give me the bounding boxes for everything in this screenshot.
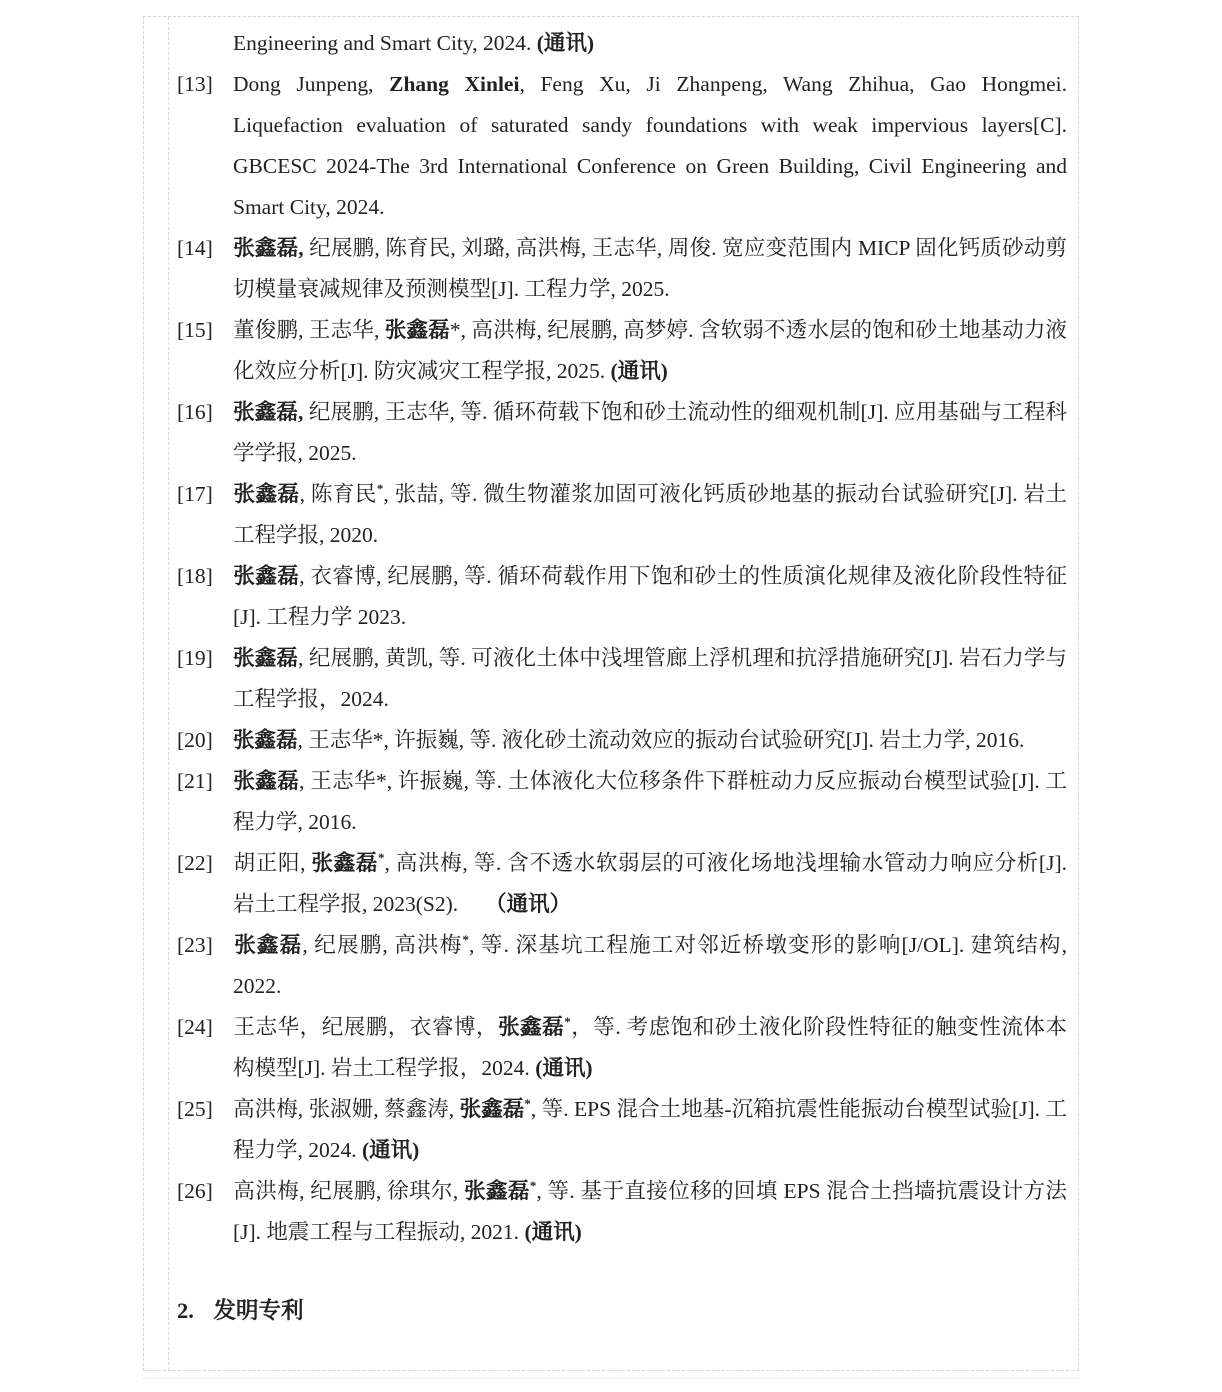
section-number: 2.	[177, 1298, 194, 1323]
page-content	[177, 23, 1067, 1331]
page-bottom-boundary	[143, 1378, 1079, 1379]
reference-highlighted-text: 张鑫磊	[233, 933, 303, 957]
reference-highlighted-text: 张鑫磊	[233, 482, 300, 506]
reference-item	[177, 925, 1067, 1007]
reference-label: [20]	[177, 728, 213, 752]
reference-item	[177, 720, 1067, 761]
reference-highlighted-text: Zhang Xinlei	[389, 72, 520, 96]
reference-text: , 陈育民	[299, 482, 377, 506]
reference-label: [18]	[177, 564, 213, 588]
reference-text: 王志华，纪展鹏，衣睿博，	[233, 1015, 499, 1039]
reference-label: [22]	[177, 851, 213, 875]
reference-label: [26]	[177, 1179, 213, 1203]
publication-list	[177, 64, 1067, 1253]
reference-text: Dong Junpeng,	[233, 72, 390, 96]
reference-highlighted-text: 张鑫磊	[464, 1179, 530, 1203]
reference-item	[177, 310, 1067, 392]
reference-label: [14]	[177, 236, 213, 260]
reference-item	[177, 392, 1067, 474]
reference-highlighted-text: 张鑫磊	[384, 318, 450, 342]
reference-item	[177, 1007, 1067, 1089]
reference-item	[177, 228, 1067, 310]
reference-highlighted-text: 张鑫磊	[233, 728, 298, 752]
reference-highlighted-text: 张鑫磊	[233, 564, 300, 588]
reference-highlighted-text: 张鑫磊,	[233, 236, 304, 260]
reference-text: , 等. EPS 混合土地基-沉箱抗震性能振动台模型试验[J]. 工程力学, 2024.	[233, 1097, 1067, 1162]
reference-label: [17]	[177, 482, 213, 506]
reference-highlighted-text: (通讯)	[524, 1220, 582, 1244]
reference-text: *, 高洪梅, 纪展鹏, 高梦婷. 含软弱不透水层的饱和砂土地基动力液化效应分析[J]. 防灾减灾工程学报, 2025.	[233, 318, 1067, 383]
reference-text: 高洪梅, 张淑姗, 蔡鑫涛,	[233, 1097, 460, 1121]
document-page	[143, 16, 1079, 1371]
corresponding-author-asterisk: *	[564, 1014, 571, 1029]
reference-label: [23]	[177, 933, 213, 957]
reference-text: 董俊鹏, 王志华,	[233, 318, 385, 342]
corresponding-author-asterisk: *	[529, 1178, 537, 1193]
reference-text: ，等. 考虑饱和砂土液化阶段性特征的触变性流体本构模型[J]. 岩土工程学报，2024.	[233, 1015, 1067, 1080]
reference-text: , 衣睿博, 纪展鹏, 等. 循环荷载作用下饱和砂土的性质演化规律及液化阶段性特征[J]. 工程力学 2023.	[233, 564, 1067, 629]
reference-highlighted-text: (通讯)	[535, 1056, 593, 1080]
reference-label: [25]	[177, 1097, 213, 1121]
section-title: 发明专利	[213, 1298, 304, 1323]
reference-text: , 等. 基于直接位移的回填 EPS 混合土挡墙抗震设计方法[J]. 地震工程与工程振动, 2021.	[233, 1179, 1067, 1244]
reference-text: 胡正阳,	[233, 851, 312, 875]
reference-text: , 等. 深基坑工程施工对邻近桥墩变形的影响[J/OL]. 建筑结构, 2022.	[233, 933, 1067, 998]
reference-label: [13]	[177, 72, 213, 96]
section-heading	[177, 1290, 1067, 1331]
reference-text: , 纪展鹏, 黄凯, 等. 可液化土体中浅埋管廊上浮机理和抗浮措施研究[J]. 岩石力学与工程学报，2024.	[233, 646, 1067, 711]
reference-label: [19]	[177, 646, 213, 670]
corresponding-author-asterisk: *	[377, 850, 385, 865]
reference-highlighted-text: 张鑫磊	[459, 1097, 525, 1121]
reference-highlighted-text: (通讯)	[362, 1138, 420, 1162]
reference-item	[177, 1171, 1067, 1253]
reference-label: [24]	[177, 1015, 213, 1039]
reference-text: 纪展鹏, 王志华, 等. 循环荷载下饱和砂土流动性的细观机制[J]. 应用基础与工程科学学报, 2025.	[233, 400, 1067, 465]
reference-text: , 王志华*, 许振巍, 等. 液化砂土流动效应的振动台试验研究[J]. 岩土力学, 2016.	[297, 728, 1025, 752]
reference-item	[177, 638, 1067, 720]
reference-text: 高洪梅, 纪展鹏, 徐琪尔,	[233, 1179, 465, 1203]
reference-highlighted-text: (通讯)	[536, 31, 595, 55]
reference-highlighted-text: 张鑫磊	[233, 769, 300, 793]
corresponding-author-asterisk: *	[462, 932, 469, 947]
text-boundary-line	[168, 17, 169, 1370]
reference-text: , 高洪梅, 等. 含不透水软弱层的可液化场地浅埋输水管动力响应分析[J]. 岩土工程学报, 2023(S2).	[233, 851, 1067, 916]
reference-label: [21]	[177, 769, 213, 793]
reference-item	[177, 474, 1067, 556]
reference-highlighted-text: 张鑫磊,	[233, 400, 304, 424]
reference-highlighted-text: (通讯)	[610, 359, 668, 383]
reference-label: [15]	[177, 318, 213, 342]
reference-highlighted-text: 张鑫磊	[498, 1015, 565, 1039]
reference-highlighted-text: （通讯）	[485, 892, 572, 916]
corresponding-author-asterisk: *	[376, 481, 384, 496]
corresponding-author-asterisk: *	[524, 1096, 531, 1111]
reference-item	[177, 1089, 1067, 1171]
reference-text: 纪展鹏, 陈育民, 刘璐, 高洪梅, 王志华, 周俊. 宽应变范围内 MICP 固化钙质砂动剪切模量衰减规律及预测模型[J]. 工程力学, 2025.	[233, 236, 1067, 301]
reference-item	[177, 556, 1067, 638]
reference-text: Engineering and Smart City, 2024.	[233, 31, 537, 55]
reference-text: , Feng Xu, Ji Zhanpeng, Wang Zhihua, Gao Hongmei. Liquefaction evaluation of saturated sandy foundations with weak impervious layers[C]. GBCESC 2024-The 3rd International Conference on Green Building, Civil Engineering and Smart City, 2024.	[233, 72, 1068, 219]
reference-item	[177, 64, 1067, 228]
reference-text: , 纪展鹏, 高洪梅	[302, 933, 463, 957]
reference-continuation-line	[177, 23, 1067, 64]
reference-highlighted-text: 张鑫磊	[311, 851, 378, 875]
reference-text: , 张喆, 等. 微生物灌浆加固可液化钙质砂地基的振动台试验研究[J]. 岩土工程学报, 2020.	[233, 482, 1067, 547]
reference-item	[177, 761, 1067, 843]
reference-text: , 王志华*, 许振巍, 等. 土体液化大位移条件下群桩动力反应振动台模型试验[J]. 工程力学, 2016.	[233, 769, 1067, 834]
reference-label: [16]	[177, 400, 213, 424]
reference-item	[177, 843, 1067, 925]
reference-highlighted-text: 张鑫磊	[233, 646, 299, 670]
